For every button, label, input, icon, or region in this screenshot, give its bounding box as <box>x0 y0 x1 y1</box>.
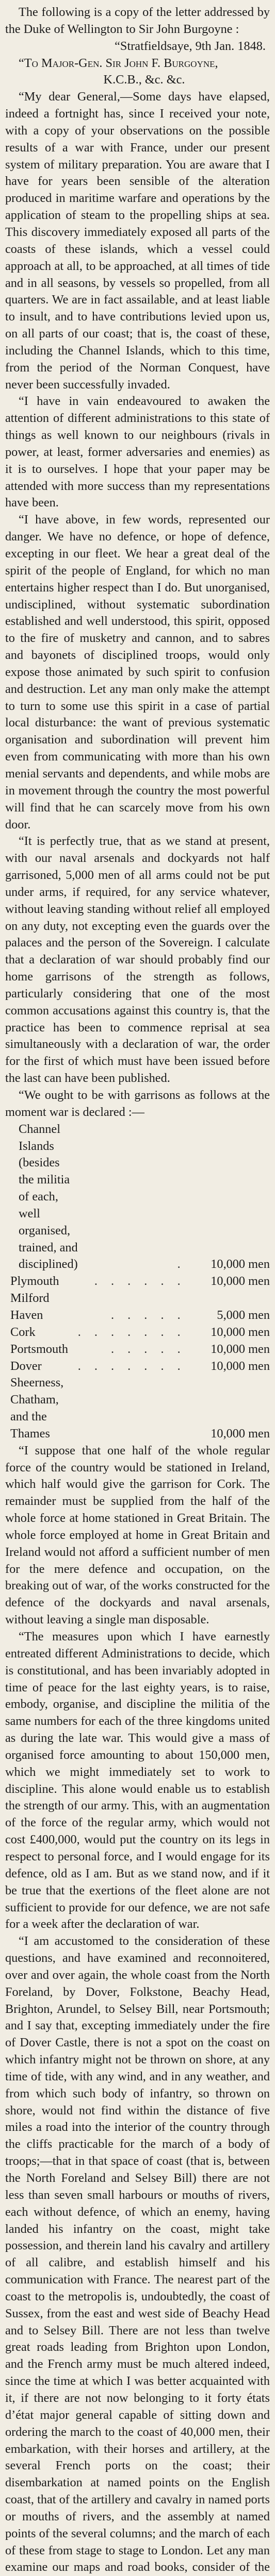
paragraph: “I suppose that one half of the whole regular force of the country would be stationed in Ireland, which half would give the garrison for Cork. The remainder must be supplied from the half of the whole force at home stationed in Great Britain. The whole force employed at home in Great Britain and Ireland would not afford a sufficient number of men for the mere defence and occupation, on the breaking out of war, of the works constructed for the defence of the dockyards and naval arsenals, without leaving a single man disposable. <box>5 1443 270 1627</box>
paragraph: “My dear General,—Some days have elapsed, indeed a fortnight has, since I received your note, with a copy of your observations on the possible results of a war with France, under our present system of military preparation. You are aware that I have for years been sensible of the alteration produced in maritime warfare and operations by the application of steam to the propelling ships at sea. This discovery immediately exposed all parts of the coasts of these islands, which a vessel could approach at all, to be approached, at all times of tide and in all seasons, by vessels so propelled, from all quarters. We are in fact assailable, and at least liable to insult, and to have contributions levied upon us, on all parts of our coast; that is, the coast of these, including the Channel Islands, which to this time, from the period of the Norman Conquest, have never been successfully invaded. <box>5 90 270 392</box>
addressee: “To Major-Gen. Sir John F. Burgoyne, <box>19 56 218 70</box>
garrison-place: Dover <box>10 1359 42 1373</box>
paragraph: “I am accustomed to the consideration of these questions, and have examined and reconnoitered, over and over again, the whole coast from the North Foreland, by Dover, Folkstone, Beachy Head, Brighton, Arundel, to Selsey Bill, near Portsmouth; and I say that, excepting immediately under the fire of Dover Castle, there is not a spot on the coast on which infantry might not be thrown on shore, at any time of tide, with any wind, and in any weather, and from which such body of infantry, so thrown on shore, would not find within the distance of five miles a road into the interior of the country through the cliffs practicable for the march of a body of troops;—that in that space of coast (that is, between the North Foreland and Selsey Bill) there are not less than seven small harbours or mouths of rivers, each without defence, of which an enemy, having landed his infantry on the coast, might take possession, and therein land his cavalry and artillery of all calibre, and establish himself and his communication with France. The nearest part of the coast to the metropolis is, undoubtedly, the coast of Sussex, from the east and west side of Beachy Head and to Selsey Bill. There are not less than twelve great roads leading from Brighton upon London, and the French army must be much altered indeed, since the time at which I was better acquainted with it, if there are not now belonging to it forty états d’état major general capable of sitting down and ordering the march to the coast of 40,000 men, their embarkation, with their horses and artillery, at the several French ports on the coast; their disembarkation at named points on the English coast, that of the artillery and cavalry in named ports or mouths of rivers, and the assembly at named points of the several columns; and the march of each of these from stage to stage to London. Let any man examine our maps and road books, consider of the <box>5 1934 270 2574</box>
garrison-strength: 5,000 men <box>217 1308 270 1322</box>
garrison-strength: 10,000 men <box>211 1325 270 1339</box>
garrison-table <box>5 1121 270 1443</box>
leader-dots: . . . . . . <box>94 1274 186 1289</box>
garrison-row <box>5 1358 270 1375</box>
addressee-rank: K.C.B., &c. &c. <box>103 73 185 87</box>
garrison-place: Milford Haven <box>10 1291 50 1322</box>
garrison-strength: 10,000 men <box>211 1257 270 1272</box>
garrison-strength: 10,000 men <box>211 1274 270 1289</box>
garrison-row <box>5 1375 270 1442</box>
garrison-place: Plymouth <box>10 1274 59 1289</box>
leader-dots: . . . . . <box>111 1342 186 1356</box>
leader-dots: . . . . . . . <box>77 1359 186 1373</box>
garrison-strength: 10,000 men <box>211 1342 270 1356</box>
garrison-place: Portsmouth <box>10 1342 69 1356</box>
paragraph: “I have in vain endeavoured to awaken the attention of different administrations to this state of things as well known to our neighbours (rivals in power, at least, former adversaries and enemies) as it is to ourselves. I hope that your paper may be attended with more success than my representations have been. <box>5 394 270 510</box>
paragraph: “It is perfectly true, that as we stand at present, with our naval arsenals and dockyards not half garrisoned, 5,000 men of all arms could not be put under arms, if required, for any service whatever, without leaving standing without relief all employed on any duty, not excepting even the guards over the palaces and the person of the Sovereign. I calculate that a declaration of war should probably find our home garrisons of the strength as follows, particularly considering that one of the most common accusations against this country is, that the practice has been to commence reprisal at sea simultaneously with a declaration of war, the order for the first of which must have been issued before the last can have been published. <box>5 834 270 1086</box>
garrison-strength: 10,000 men <box>211 1359 270 1373</box>
dateline: “Stratfieldsaye, 9th Jan. 1848. <box>115 39 266 53</box>
leader-dots: . <box>177 1257 186 1272</box>
garrison-row <box>5 1341 270 1358</box>
garrison-row <box>5 1121 270 1274</box>
garrison-place: Sheerness, Chatham, and the Thames <box>10 1376 64 1440</box>
garrison-row <box>5 1273 270 1290</box>
garrison-row <box>5 1324 270 1341</box>
intro-line: The following is a copy of the letter addressed by the Duke of Wellington to Sir John Burgoyne : <box>5 5 270 36</box>
paragraph: “We ought to be with garrisons as follows at the moment war is declared :— <box>5 1088 270 1119</box>
garrison-place: Channel Islands (besides the militia of each, well organised, trained, and disciplined) <box>19 1122 78 1272</box>
paragraph: “I have above, in few words, represented our danger. We have no defence, or hope of defence, excepting in our fleet. We hear a great deal of the spirit of the people of England, for which no man entertains higher respect than I do. But unorganised, undisciplined, without systematic subordination established and well understood, this spirit, opposed to the fire of musketry and cannon, and to sabres and bayonets of disciplined troops, would only expose those animated by such spirit to confusion and destruction. Let any man only make the attempt to turn to some use this spirit in a case of partial local disturbance: the want of previous systematic organisation and subordination will prevent him even from communicating with more than his own menial servants and dependents, and while mobs are in movement through the country the most powerful will find that he can scarcely move from his own door. <box>5 513 270 832</box>
garrison-place: Cork <box>10 1325 36 1339</box>
garrison-strength: 10,000 men <box>211 1426 270 1440</box>
leader-dots: . . . . . . . <box>77 1325 186 1339</box>
paragraph: “The measures upon which I have earnestly entreated different Administrations to decide, which is constitutional, and has been invariably adopted in time of peace for the last eighty years, is to raise, embody, organise, and discipline the militia of the same numbers for each of the three kingdoms united as during the late war. This would give a mass of organised force amounting to about 150,000 men, which we might immediately set to work to discipline. This alone would enable us to establish the strength of our army. This, with an augmentation of the force of the regular army, which would not cost £400,000, would put the country on its legs in respect to personal force, and I would engage for its defence, old as I am. But as we stand now, and if it be true that the exertions of the fleet alone are not sufficient to provide for our defence, we are not safe for a week after the declaration of war. <box>5 1630 270 1931</box>
leader-dots <box>78 1375 189 1442</box>
garrison-row <box>5 1290 270 1324</box>
leader-dots: . . . . . <box>111 1308 186 1322</box>
